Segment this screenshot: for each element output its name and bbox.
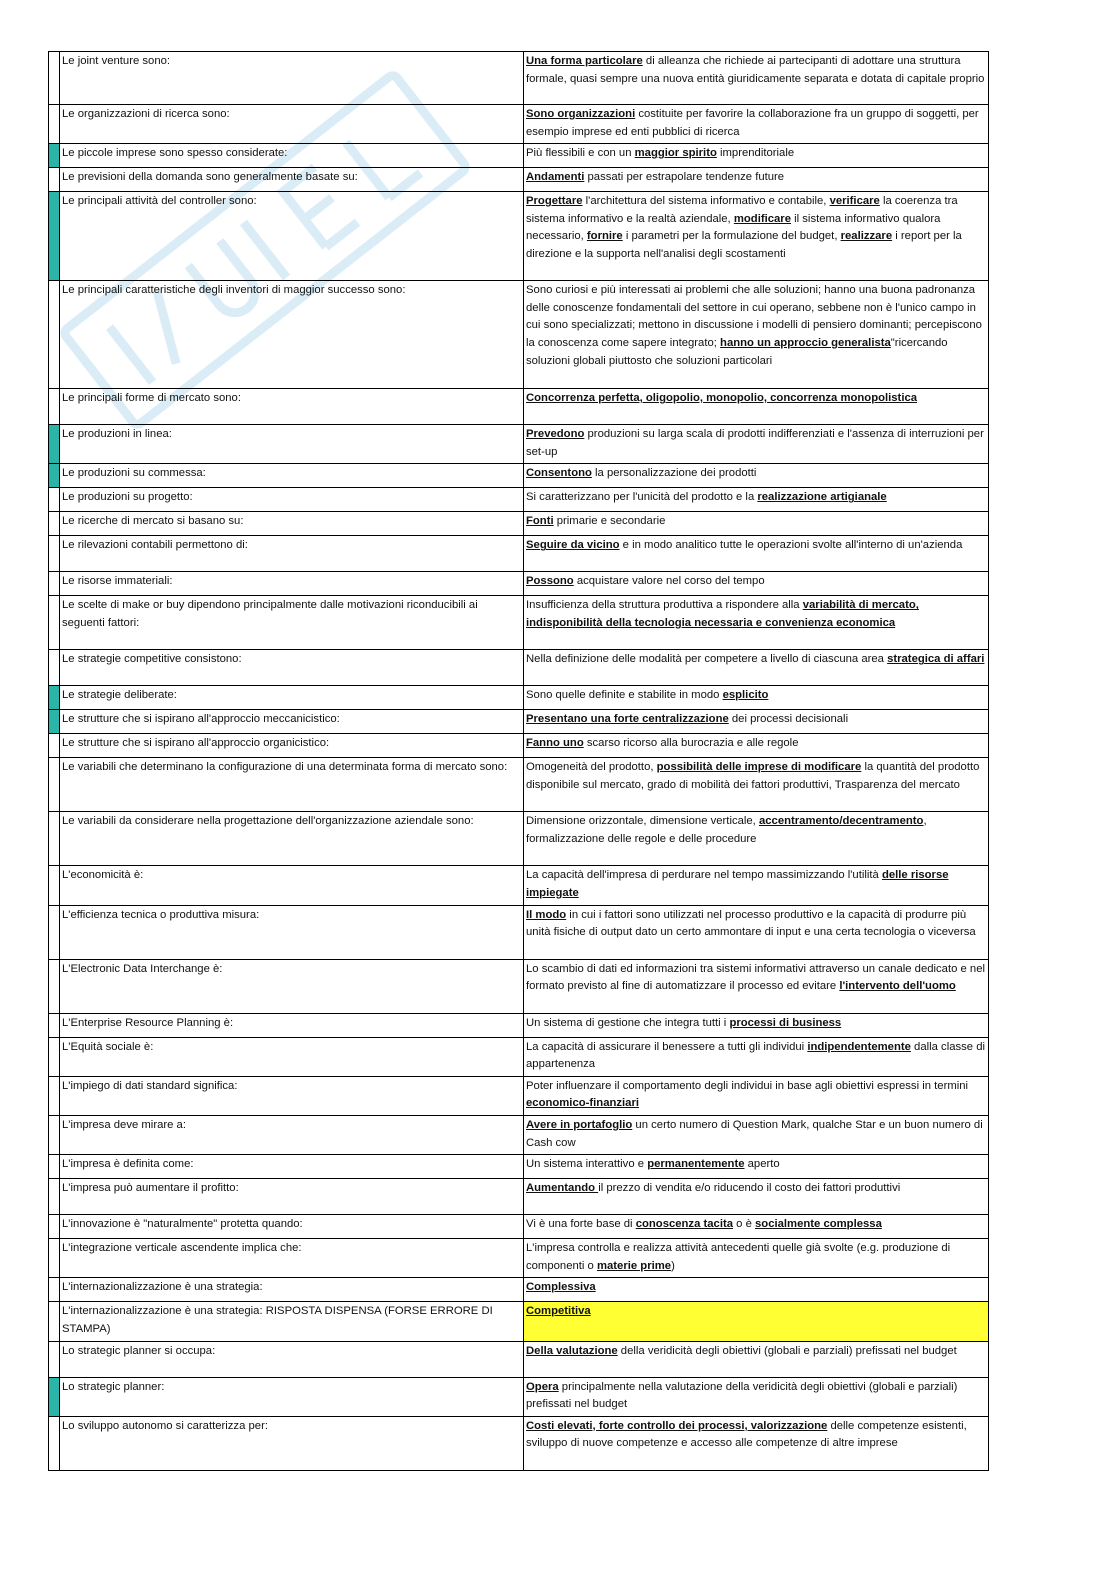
answer-keyword: Complessiva: [526, 1281, 596, 1294]
table-row: [49, 866, 989, 905]
answer-keyword: fornire: [586, 230, 623, 243]
answer-keyword: modificare: [733, 212, 791, 225]
row-marker: [49, 812, 60, 866]
question-cell: Le produzioni su progetto:: [60, 488, 524, 512]
answer-keyword: Della valutazione: [526, 1344, 618, 1357]
question-cell: Le organizzazioni di ricerca sono:: [60, 105, 524, 144]
answer-keyword: Sono organizzazioni: [526, 108, 636, 120]
row-marker: [49, 192, 60, 281]
table-row: [49, 512, 989, 536]
table-row: [49, 812, 989, 866]
answer-text: della veridicità degli obiettivi (globali e parziali) prefissati nel budget: [617, 1344, 957, 1357]
answer-keyword: Concorrenza perfetta, oligopolio, monopolio, concorrenza monopolistica: [526, 392, 918, 405]
answer-keyword: possibilità delle imprese di modificare: [656, 761, 862, 774]
answer-keyword: l'intervento dell'uomo: [839, 980, 956, 993]
row-marker: [49, 389, 60, 425]
row-marker: [49, 1416, 60, 1470]
row-marker: [49, 1341, 60, 1377]
table-row: [49, 905, 989, 959]
answer-keyword: Andamenti: [526, 171, 585, 184]
question-cell: Le strutture che si ispirano all'approccio meccanicistico:: [60, 710, 524, 734]
question-cell: Le principali forme di mercato sono:: [60, 389, 524, 425]
answer-keyword: realizzazione artigianale: [757, 491, 887, 504]
row-marker: [49, 464, 60, 488]
table-row: [49, 389, 989, 425]
answer-keyword: processi di business: [729, 1016, 842, 1029]
table-row: [49, 596, 989, 650]
answer-text: primarie e secondarie: [553, 515, 666, 528]
table-row: [49, 1302, 989, 1341]
answer-cell: [524, 1302, 989, 1341]
table-row: [49, 1076, 989, 1115]
question-cell: L'efficienza tecnica o produttiva misura:: [60, 905, 524, 959]
table-row: [49, 1278, 989, 1302]
row-marker: [49, 1377, 60, 1416]
question-cell: L'economicità è:: [60, 866, 524, 905]
answer-keyword: realizzare: [840, 230, 893, 243]
question-cell: Le principali caratteristiche degli inventori di maggior successo sono:: [60, 281, 524, 389]
question-cell: Lo sviluppo autonomo si caratterizza per:: [60, 1416, 524, 1470]
table-row: [49, 168, 989, 192]
table-row: [49, 281, 989, 389]
table-row: [49, 572, 989, 596]
row-marker: [49, 710, 60, 734]
answer-text: Sono curiosi e più interessati ai problemi che alle soluzioni; hanno una buona padronanza delle conoscenze fondamentali del settore in cui operano, sebbene non è l'unico campo in cui sono specializzati; mettono in discussione i modelli di pensiero dominanti; percepiscono la conoscenza come sapere integrato;: [526, 284, 982, 349]
answer-text: aperto: [744, 1158, 780, 1171]
question-cell: Le joint venture sono:: [60, 52, 524, 105]
row-marker: [49, 1115, 60, 1154]
row-marker: [49, 1037, 60, 1076]
question-cell: L'impresa è definita come:: [60, 1155, 524, 1179]
table-row: [49, 1239, 989, 1278]
table-row: [49, 686, 989, 710]
answer-text: ): [671, 1259, 675, 1272]
answer-keyword: indipendentemente: [807, 1040, 911, 1053]
question-cell: Le produzioni in linea:: [60, 425, 524, 464]
question-cell: L'impiego di dati standard significa:: [60, 1076, 524, 1115]
question-cell: Le variabili da considerare nella progettazione dell'organizzazione aziendale sono:: [60, 812, 524, 866]
answer-cell: [524, 1416, 989, 1470]
answer-keyword: Aumentando: [526, 1182, 599, 1195]
question-cell: Le strutture che si ispirano all'approccio organicistico:: [60, 734, 524, 758]
question-cell: L'internazionalizzazione è una strategia:: [60, 1278, 524, 1302]
answer-cell: [524, 144, 989, 168]
answer-cell: [524, 425, 989, 464]
answer-keyword: strategica di affari: [887, 653, 985, 666]
answer-cell: [524, 1037, 989, 1076]
answer-text: un certo numero di Question Mark, qualche Star e un buon numero di Cash cow: [526, 1118, 983, 1149]
row-marker: [49, 1278, 60, 1302]
table-row: [49, 1179, 989, 1215]
table-row: [49, 1416, 989, 1470]
answer-text: in cui i fattori sono utilizzati nel processo produttivo e la capacità di produrre più unità fisiche di output dato un certo ammontare di input e una certa tecnologia o viceversa: [526, 908, 976, 939]
answer-text: "ricercando soluzioni globali piuttosto che soluzioni particolari: [526, 336, 948, 367]
question-cell: Le scelte di make or buy dipendono principalmente dalle motivazioni riconducibili ai seguenti fattori:: [60, 596, 524, 650]
answer-cell: [524, 192, 989, 281]
answer-keyword: accentramento/decentramento: [758, 815, 924, 828]
row-marker: [49, 488, 60, 512]
row-marker: [49, 572, 60, 596]
row-marker: [49, 758, 60, 812]
answer-cell: [524, 389, 989, 425]
table-row: [49, 536, 989, 572]
answer-text: di alleanza che richiede ai partecipanti di adottare una struttura formale, quasi sempre una nuova entità giuridicamente separata e dotata di capitale proprio: [526, 55, 985, 85]
answer-text: passati per estrapolare tendenze future: [584, 171, 785, 184]
answer-keyword: Prevedono: [526, 428, 585, 441]
answer-text: Si caratterizzano per l'unicità del prodotto e la: [526, 491, 758, 504]
row-marker: [49, 1155, 60, 1179]
question-cell: Le strategie competitive consistono:: [60, 650, 524, 686]
row-marker: [49, 959, 60, 1013]
answer-text: scarso ricorso alla burocrazia e alle regole: [583, 737, 799, 750]
row-marker: [49, 512, 60, 536]
table-row: [49, 1377, 989, 1416]
answer-keyword: hanno un approccio generalista: [720, 336, 891, 349]
answer-text: produzioni su larga scala di prodotti indifferenziati e l'assenza di interruzioni per set-up: [526, 428, 984, 458]
question-cell: L'internazionalizzazione è una strategia: RISPOSTA DISPENSA (FORSE ERRORE DI STAMPA): [60, 1302, 524, 1341]
table-row: [49, 734, 989, 758]
row-marker: [49, 1302, 60, 1341]
table-row: [49, 425, 989, 464]
answer-cell: [524, 488, 989, 512]
row-marker: [49, 734, 60, 758]
table-row: [49, 1155, 989, 1179]
answer-keyword: delle risorse impiegate: [526, 869, 949, 899]
answer-keyword: conoscenza tacita: [635, 1218, 734, 1231]
answer-text: Sono quelle definite e stabilite in modo: [526, 689, 723, 702]
answer-cell: [524, 596, 989, 650]
answer-keyword: socialmente complessa: [755, 1218, 882, 1231]
row-marker: [49, 105, 60, 144]
answer-keyword: verificare: [829, 195, 880, 208]
answer-text: Lo scambio di dati ed informazioni tra sistemi informativi attraverso un canale dedicato e nel formato previsto al fine di automatizzare il processo ed evitare: [526, 962, 986, 993]
answer-keyword: esplicito: [722, 689, 769, 702]
answer-cell: [524, 710, 989, 734]
answer-text: Più flessibili e con un: [526, 147, 635, 160]
answer-text: acquistare valore nel corso del tempo: [573, 575, 765, 588]
answer-text: il prezzo di vendita e/o riducendo il costo dei fattori produttivi: [598, 1182, 901, 1195]
question-cell: L'impresa deve mirare a:: [60, 1115, 524, 1154]
answer-text: i parametri per la formulazione del budget,: [622, 230, 841, 243]
question-cell: L'integrazione verticale ascendente implica che:: [60, 1239, 524, 1278]
answer-cell: [524, 812, 989, 866]
table-row: [49, 192, 989, 281]
answer-keyword: Fonti: [526, 515, 554, 528]
answer-text: Insufficienza della struttura produttiva a rispondere alla: [526, 599, 803, 612]
row-marker: [49, 425, 60, 464]
answer-cell: [524, 1013, 989, 1037]
table-row: [49, 1037, 989, 1076]
table-row: [49, 1115, 989, 1154]
answer-text: o è: [733, 1218, 756, 1231]
answer-text: Poter influenzare il comportamento degli individui in base agli obiettivi espressi in termini: [526, 1079, 969, 1092]
answer-cell: [524, 1215, 989, 1239]
table-row: [49, 1013, 989, 1037]
table-row: [49, 758, 989, 812]
answer-keyword: Presentano una forte centralizzazione: [526, 713, 729, 726]
answer-text: delle competenze esistenti, sviluppo di nuove competenze e accesso alle competenze di altre imprese: [526, 1419, 967, 1450]
answer-cell: [524, 281, 989, 389]
answer-cell: [524, 650, 989, 686]
answer-cell: [524, 52, 989, 105]
row-marker: [49, 905, 60, 959]
table-row: [49, 488, 989, 512]
question-cell: L'Electronic Data Interchange è:: [60, 959, 524, 1013]
answer-cell: [524, 105, 989, 144]
answer-keyword: variabilità di mercato, indisponibilità della tecnologia necessaria e convenienza economica: [526, 599, 919, 629]
answer-keyword: Avere in portafoglio: [526, 1118, 633, 1131]
table-row: [49, 144, 989, 168]
question-cell: L'Enterprise Resource Planning è:: [60, 1013, 524, 1037]
answer-keyword: Consentono: [526, 467, 592, 480]
answer-text: imprenditoriale: [716, 147, 795, 160]
question-cell: Le principali attività del controller sono:: [60, 192, 524, 281]
row-marker: [49, 1215, 60, 1239]
row-marker: [49, 144, 60, 168]
answer-cell: [524, 866, 989, 905]
answer-keyword: Opera: [526, 1380, 559, 1393]
answer-text: l'architettura del sistema informativo e contabile,: [582, 195, 830, 208]
answer-cell: [524, 1278, 989, 1302]
answer-cell: [524, 464, 989, 488]
row-marker: [49, 1076, 60, 1115]
row-marker: [49, 1179, 60, 1215]
answer-text: Un sistema interattivo e: [526, 1158, 648, 1171]
answer-keyword: Costi elevati, forte controllo dei processi, valorizzazione: [526, 1419, 828, 1432]
answer-text: La capacità dell'impresa di perdurare nel tempo massimizzando l'utilità: [526, 869, 882, 882]
table-row: [49, 464, 989, 488]
row-marker: [49, 650, 60, 686]
table-row: [49, 710, 989, 734]
answer-text: dalla classe di appartenenza: [526, 1040, 986, 1071]
answer-text: La capacità di assicurare il benessere a tutti gli individui: [526, 1040, 808, 1053]
answer-text: la quantità del prodotto disponibile sul mercato, grado di mobilità dei fattori produttivi, Trasparenza del mercato: [526, 761, 980, 791]
question-cell: Le produzioni su commessa:: [60, 464, 524, 488]
answer-keyword: Fanno uno: [526, 737, 584, 750]
question-cell: Lo strategic planner:: [60, 1377, 524, 1416]
table-row: [49, 959, 989, 1013]
answer-text: la coerenza tra sistema informativo e la realtà aziendale,: [526, 195, 958, 225]
qa-table: [48, 51, 989, 1471]
table-row: [49, 1215, 989, 1239]
answer-cell: [524, 959, 989, 1013]
quiz-sheet: [48, 51, 988, 1471]
answer-cell: [524, 1341, 989, 1377]
row-marker: [49, 168, 60, 192]
answer-text: Vi è una forte base di: [526, 1218, 636, 1231]
row-marker: [49, 1013, 60, 1037]
question-cell: Le previsioni della domanda sono generalmente basate su:: [60, 168, 524, 192]
answer-text: costituite per favorire la collaborazione fra un gruppo di soggetti, per esempio imprese ed enti pubblici di ricerca: [526, 108, 979, 138]
answer-text: principalmente nella valutazione della veridicità degli obiettivi (globali e parziali) prefissati nel budget: [526, 1380, 958, 1411]
row-marker: [49, 596, 60, 650]
answer-text: il sistema informativo qualora necessario,: [526, 212, 941, 243]
table-row: [49, 105, 989, 144]
question-cell: Le strategie deliberate:: [60, 686, 524, 710]
answer-keyword: Competitiva: [526, 1305, 591, 1318]
question-cell: Le variabili che determinano la configurazione di una determinata forma di mercato sono:: [60, 758, 524, 812]
answer-keyword: Una forma particolare: [526, 55, 643, 67]
answer-keyword: permanentemente: [647, 1158, 745, 1171]
answer-text: , formalizzazione delle regole e delle procedure: [526, 815, 927, 845]
question-cell: Lo strategic planner si occupa:: [60, 1341, 524, 1377]
answer-keyword: maggior spirito: [634, 147, 717, 160]
answer-text: la personalizzazione dei prodotti: [591, 467, 757, 480]
answer-cell: [524, 758, 989, 812]
answer-cell: [524, 686, 989, 710]
answer-cell: [524, 512, 989, 536]
table-row: [49, 1341, 989, 1377]
row-marker: [49, 686, 60, 710]
answer-keyword: economico-finanziari: [526, 1097, 639, 1110]
answer-cell: [524, 1239, 989, 1278]
answer-keyword: Seguire da vicino: [526, 539, 620, 552]
answer-cell: [524, 1115, 989, 1154]
answer-keyword: Progettare: [526, 195, 583, 208]
answer-keyword: materie prime: [596, 1259, 672, 1272]
row-marker: [49, 1239, 60, 1278]
answer-text: Un sistema di gestione che integra tutti i: [526, 1016, 730, 1029]
answer-text: e in modo analitico tutte le operazioni svolte all'interno di un'azienda: [619, 539, 963, 552]
question-cell: Le ricerche di mercato si basano su:: [60, 512, 524, 536]
question-cell: L'Equità sociale è:: [60, 1037, 524, 1076]
answer-keyword: Possono: [526, 575, 574, 588]
answer-keyword: Il modo: [526, 908, 567, 921]
row-marker: [49, 281, 60, 389]
answer-cell: [524, 1155, 989, 1179]
answer-cell: [524, 905, 989, 959]
answer-cell: [524, 536, 989, 572]
question-cell: L'innovazione è "naturalmente" protetta quando:: [60, 1215, 524, 1239]
answer-text: i report per la direzione e la supporta nell'analisi degli scostamenti: [526, 230, 962, 260]
answer-text: L'impresa controlla e realizza attività antecedenti quelle già svolte (e.g. produzione di componenti o: [526, 1242, 951, 1272]
table-row: [49, 52, 989, 105]
answer-cell: [524, 734, 989, 758]
question-cell: Le piccole imprese sono spesso considerate:: [60, 144, 524, 168]
answer-text: Nella definizione delle modalità per competere a livello di ciascuna area: [526, 653, 888, 666]
question-cell: Le risorse immateriali:: [60, 572, 524, 596]
question-cell: Le rilevazioni contabili permettono di:: [60, 536, 524, 572]
answer-cell: [524, 1179, 989, 1215]
table-row: [49, 650, 989, 686]
answer-text: dei processi decisionali: [728, 713, 849, 726]
row-marker: [49, 866, 60, 905]
answer-cell: [524, 1377, 989, 1416]
question-cell: L'impresa può aumentare il profitto:: [60, 1179, 524, 1215]
answer-cell: [524, 572, 989, 596]
answer-cell: [524, 1076, 989, 1115]
answer-cell: [524, 168, 989, 192]
row-marker: [49, 52, 60, 105]
answer-text: Omogeneità del prodotto,: [526, 761, 657, 774]
answer-text: Dimensione orizzontale, dimensione verticale,: [526, 815, 759, 828]
row-marker: [49, 536, 60, 572]
